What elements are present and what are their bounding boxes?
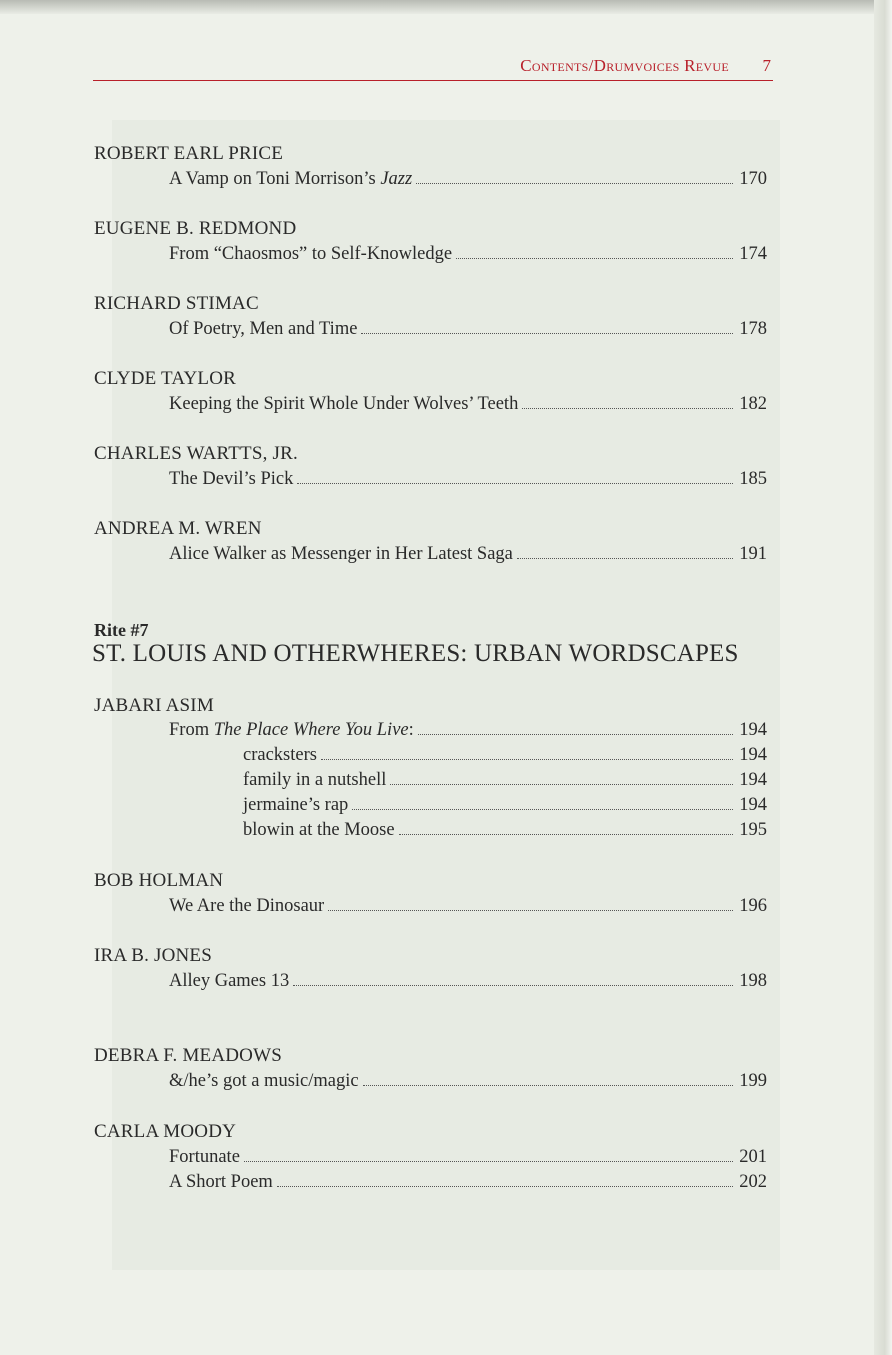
toc-entry xyxy=(169,469,767,490)
dot-leader xyxy=(293,985,733,986)
scan-edge-top xyxy=(0,0,892,14)
toc-entry xyxy=(169,896,767,917)
toc-entry xyxy=(169,169,767,190)
author-name: BOB HOLMAN xyxy=(94,870,224,891)
entry-title: jermaine’s rap xyxy=(243,795,349,815)
entry-title: blowin at the Moose xyxy=(243,820,395,840)
entry-page: 178 xyxy=(739,319,767,339)
entry-title: We Are the Dinosaur xyxy=(169,896,325,916)
toc-entry xyxy=(169,394,767,415)
toc-entry xyxy=(169,319,767,340)
toc-entry xyxy=(169,1147,767,1168)
entry-page: 201 xyxy=(739,1147,767,1167)
dot-leader xyxy=(328,910,733,911)
dot-leader xyxy=(522,408,733,409)
entry-page: 196 xyxy=(739,896,767,916)
toc-entry xyxy=(169,1172,767,1193)
author-name: JABARI ASIM xyxy=(94,695,214,716)
entry-title: From “Chaosmos” to Self-Knowledge xyxy=(169,244,453,264)
entry-title: family in a nutshell xyxy=(243,770,387,790)
entry-page: 194 xyxy=(739,770,767,790)
dot-leader xyxy=(277,1186,733,1187)
entry-page: 198 xyxy=(739,971,767,991)
author-name: CLYDE TAYLOR xyxy=(94,368,237,389)
toc-entry xyxy=(169,720,767,741)
dot-leader xyxy=(363,1085,734,1086)
entry-page: 202 xyxy=(739,1172,767,1192)
entry-title: Of Poetry, Men and Time xyxy=(169,319,358,339)
entry-title: A Vamp on Toni Morrison’s Jazz xyxy=(169,169,413,189)
dot-leader xyxy=(456,258,733,259)
entry-title-italic: Jazz xyxy=(380,169,413,189)
dot-leader xyxy=(517,558,733,559)
dot-leader xyxy=(244,1161,733,1162)
entry-title: Keeping the Spirit Whole Under Wolves’ Teeth xyxy=(169,394,519,414)
dot-leader xyxy=(321,759,733,760)
entry-title: Fortunate xyxy=(169,1147,240,1167)
entry-title: Alley Games 13 xyxy=(169,971,290,991)
entry-title: &/he’s got a music/magic xyxy=(169,1071,359,1091)
entry-page: 185 xyxy=(739,469,767,489)
entry-title: cracksters xyxy=(243,745,317,765)
entry-page: 194 xyxy=(739,720,767,740)
dot-leader xyxy=(297,483,733,484)
entry-page: 191 xyxy=(739,544,767,564)
entry-title-italic: The Place Where You Live xyxy=(213,720,409,740)
toc-subentry xyxy=(243,795,767,816)
entry-title: The Devil’s Pick xyxy=(169,469,294,489)
toc-subentry xyxy=(243,745,767,766)
entry-page: 194 xyxy=(739,795,767,815)
section-label: Rite #7 xyxy=(94,620,149,640)
header-title: Contents/Drumvoices Revue xyxy=(520,56,729,75)
dot-leader xyxy=(416,183,733,184)
entry-page: 199 xyxy=(739,1071,767,1091)
entry-page: 194 xyxy=(739,745,767,765)
author-name: IRA B. JONES xyxy=(94,945,213,966)
author-name: CARLA MOODY xyxy=(94,1121,237,1142)
entry-title: A Short Poem xyxy=(169,1172,273,1192)
entry-title: From The Place Where You Live: xyxy=(169,720,414,740)
scan-edge-right xyxy=(874,0,892,1355)
toc-entry xyxy=(169,244,767,265)
toc-entry xyxy=(169,1071,767,1092)
entry-page: 182 xyxy=(739,394,767,414)
author-name: EUGENE B. REDMOND xyxy=(94,218,297,239)
toc-entry xyxy=(169,544,767,565)
author-name: CHARLES WARTTS, JR. xyxy=(94,443,298,464)
entry-title: Alice Walker as Messenger in Her Latest Saga xyxy=(169,544,513,564)
section-title: ST. LOUIS AND OTHERWHERES: URBAN WORDSCAPES xyxy=(92,640,739,667)
dot-leader xyxy=(361,333,733,334)
toc-entry xyxy=(169,971,767,992)
running-header xyxy=(93,56,773,81)
dot-leader xyxy=(390,784,733,785)
author-name: ROBERT EARL PRICE xyxy=(94,143,284,164)
entry-page: 174 xyxy=(739,244,767,264)
dot-leader xyxy=(399,834,734,835)
toc-subentry xyxy=(243,770,767,791)
toc-subentry xyxy=(243,820,767,841)
author-name: DEBRA F. MEADOWS xyxy=(94,1045,283,1066)
dot-leader xyxy=(418,734,733,735)
dot-leader xyxy=(352,809,733,810)
author-name: RICHARD STIMAC xyxy=(94,293,259,314)
author-name: ANDREA M. WREN xyxy=(94,518,262,539)
entry-page: 195 xyxy=(739,820,767,840)
entry-page: 170 xyxy=(739,169,767,189)
page-number: 7 xyxy=(762,56,771,75)
